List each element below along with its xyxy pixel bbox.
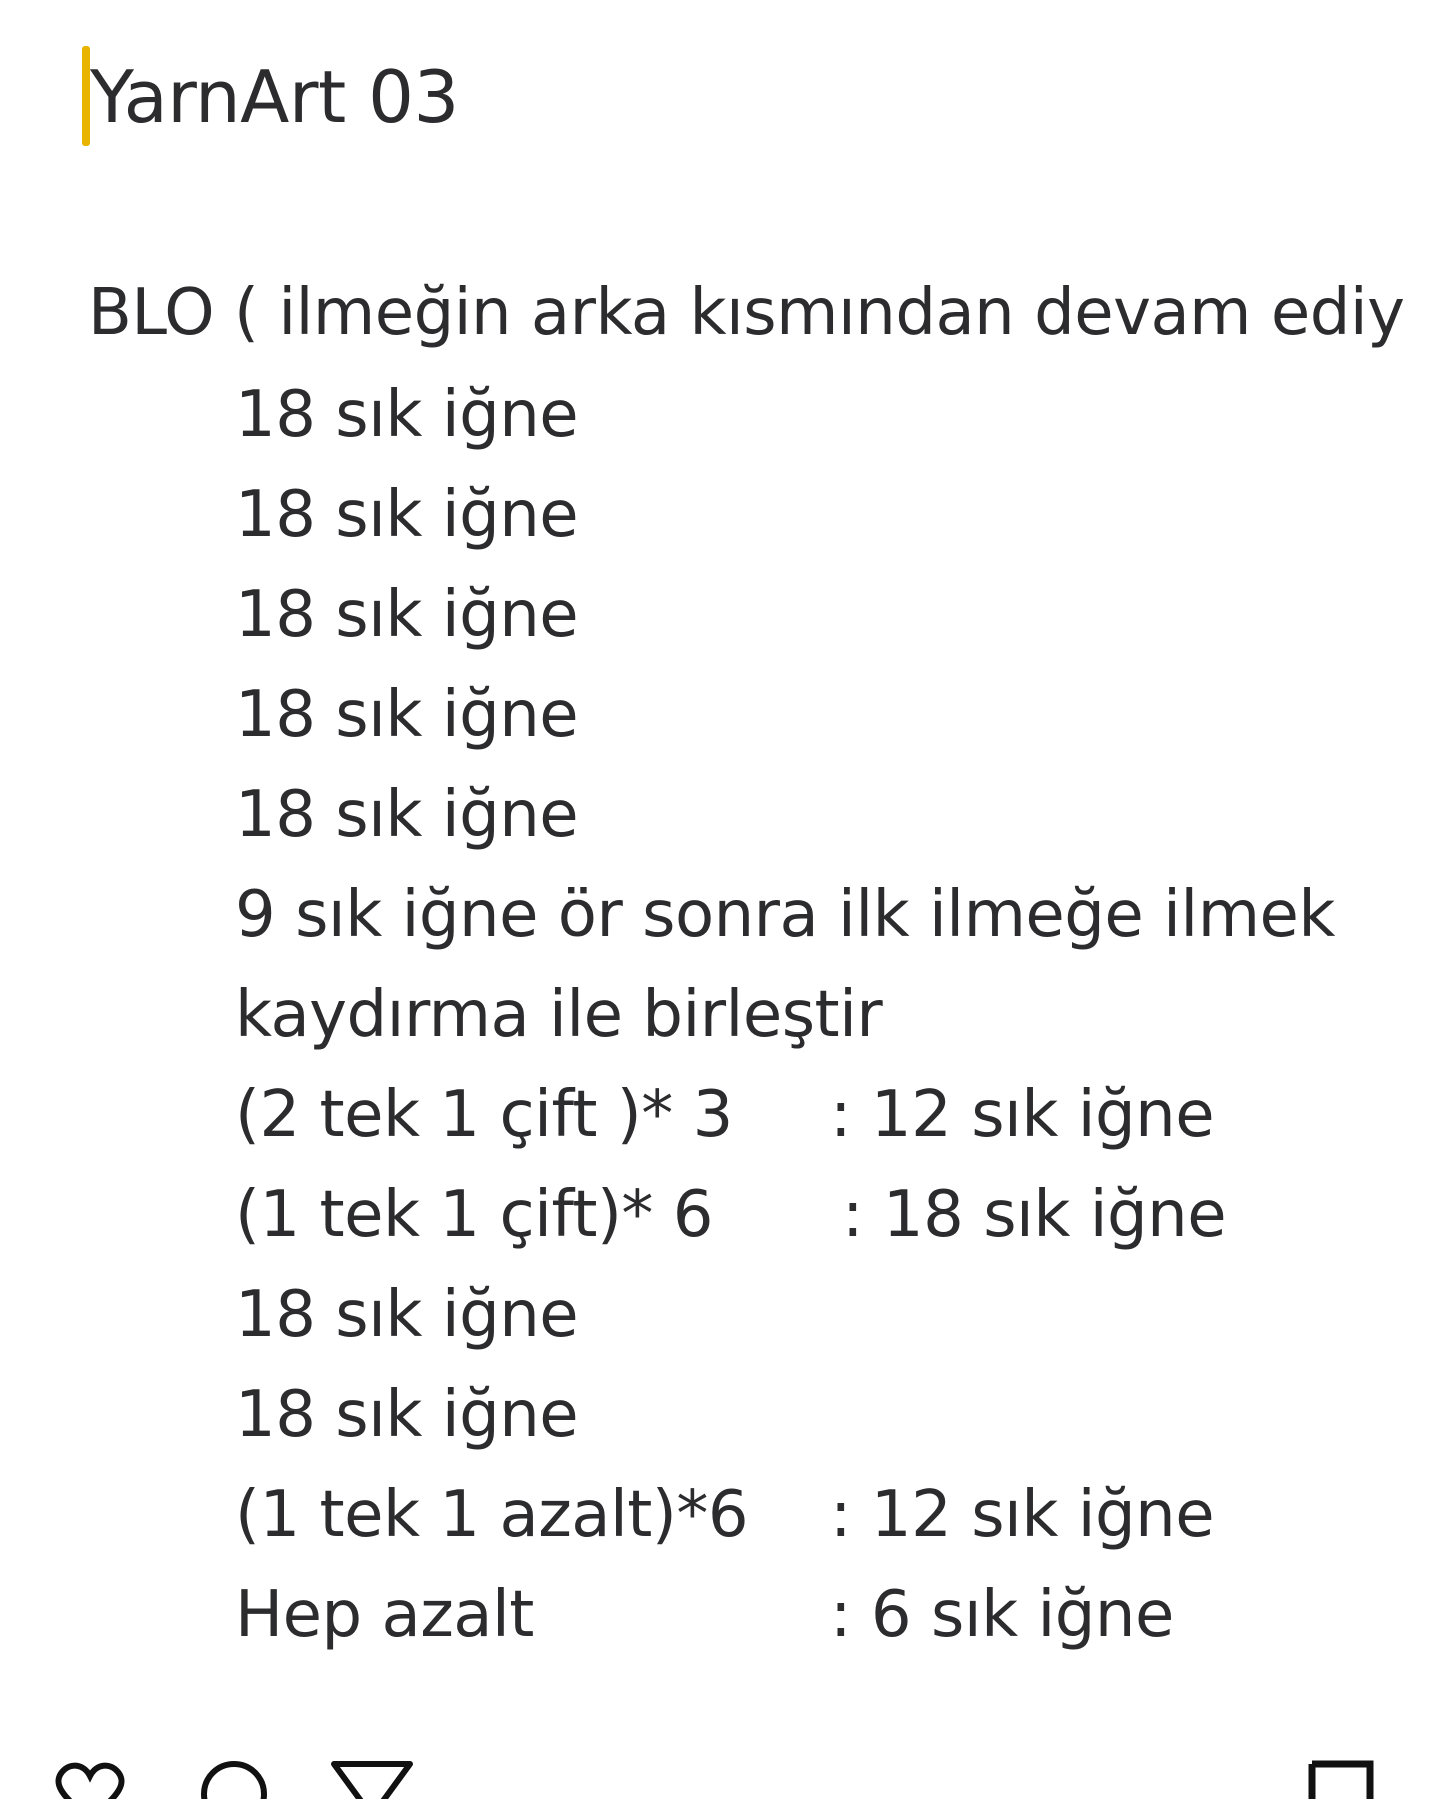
list-result: : 18 sık iğne	[842, 1178, 1227, 1252]
list-text: 18 sık iğne	[235, 1378, 579, 1452]
list-text: 9 sık iğne ör sonra ilk ilmeğe ilmek	[235, 878, 1335, 952]
list-text: (1 tek 1 azalt)*6	[235, 1478, 749, 1552]
list-text: 18 sık iğne	[235, 578, 579, 652]
list-text: (1 tek 1 çift)* 6	[235, 1178, 713, 1252]
bookmark-icon[interactable]	[1306, 1760, 1376, 1799]
list-result: : 12 sık iğne	[830, 1478, 1215, 1552]
text-cursor	[82, 46, 90, 146]
note-title[interactable]: YarnArt 03	[90, 55, 459, 139]
list-text: 18 sık iğne	[235, 778, 579, 852]
list-text: 18 sık iğne	[235, 478, 579, 552]
list-result: : 6 sık iğne	[830, 1578, 1174, 1652]
list-text: 18 sık iğne	[235, 678, 579, 752]
comment-icon[interactable]	[192, 1760, 276, 1799]
list-text: kaydırma ile birleştir	[235, 978, 883, 1052]
action-bar	[0, 1760, 1440, 1799]
list-text: 18 sık iğne	[235, 378, 579, 452]
list-text: (2 tek 1 çift )* 3	[235, 1078, 733, 1152]
list-text: Hep azalt	[235, 1578, 534, 1652]
share-icon[interactable]	[330, 1760, 414, 1799]
note-subtitle[interactable]: BLO ( ilmeğin arka kısmından devam ediy	[88, 276, 1405, 350]
heart-icon[interactable]	[48, 1760, 132, 1799]
list-result: : 12 sık iğne	[830, 1078, 1215, 1152]
list-text: 18 sık iğne	[235, 1278, 579, 1352]
